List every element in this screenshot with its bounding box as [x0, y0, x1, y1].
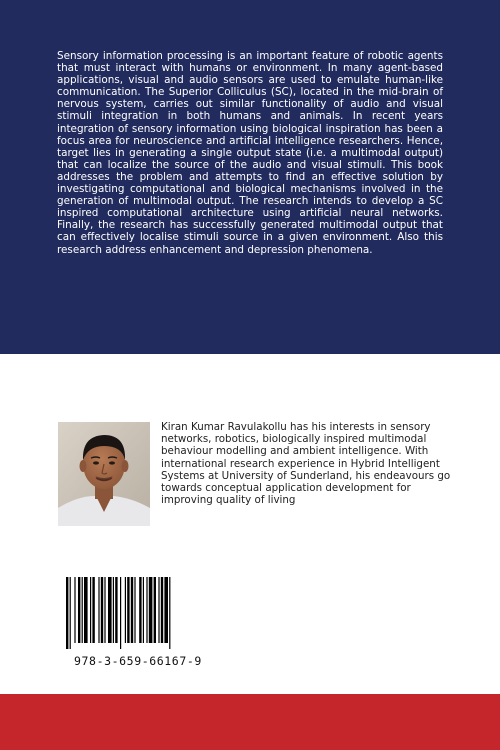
bottom-color-band	[0, 694, 500, 750]
barcode-image	[60, 577, 220, 653]
barcode-bar	[161, 577, 163, 643]
barcode-bar	[169, 577, 170, 649]
author-portrait-image	[58, 422, 150, 526]
barcode-bar	[104, 577, 105, 643]
barcode-bar	[113, 577, 114, 643]
barcode-bar	[98, 577, 99, 643]
barcode-bar	[101, 577, 103, 643]
barcode-bar	[82, 577, 83, 643]
barcode-bar	[146, 577, 147, 643]
barcode-bar	[131, 577, 133, 643]
author-photo	[58, 422, 150, 526]
back-cover-top-panel	[0, 0, 500, 354]
barcode-bar	[115, 577, 117, 643]
barcode-bar	[134, 577, 135, 643]
barcode-bar	[74, 577, 75, 643]
barcode-bar	[78, 577, 80, 643]
isbn-number: 978-3-659-66167-9	[74, 654, 202, 668]
book-blurb: Sensory information processing is an important feature of robotic agents that must interact with humans or environment. In many agent-based applications, visual and audio sensors are used to emulate human-like communication. The Superior Colliculus (SC), located in the mid-brain of nervous system, carries out similar functionality of audio and visual stimuli integration in both humans and animals. In recent years integration of sensory information using biological inspiration has been a focus area for neuroscience and artificial intelligence researchers. Hence, target lies in generating a single output state (i.e. a multimodal output) that can localize the source of the audio and visual stimuli. This book addresses the problem and attempts to find an effective solution by investigating computational and biological mechanisms involved in the generation of multimodal output. The research intends to develop a SC inspired computational architecture using artificial neural networks. Finally, the research has successfully generated multimodal output that can effectively localise stimuli source in a given environment. Also this research address enhancement and depression phenomena.	[57, 50, 443, 256]
barcode-bar	[158, 577, 159, 643]
barcode-bar	[164, 577, 168, 643]
barcode-bar	[92, 577, 94, 643]
barcode-bar	[127, 577, 129, 643]
barcode-bar	[149, 577, 153, 643]
barcode-bar	[70, 577, 71, 649]
barcode-bar	[139, 577, 141, 643]
author-bio: Kiran Kumar Ravulakollu has his interests in sensory networks, robotics, biologically inspired multimodal behaviour modelling and ambient intelligence. With international research experience in Hybrid Intelligent Systems at University of Sunderland, his endeavours go towards conceptual application development for improving quality of living	[161, 421, 451, 507]
barcode-area	[60, 565, 220, 685]
barcode-bar	[125, 577, 126, 643]
barcode-bar	[143, 577, 144, 643]
barcode-bar	[154, 577, 156, 643]
barcode-bar	[108, 577, 112, 643]
barcode-bar	[120, 577, 121, 649]
barcode-bar	[66, 577, 68, 649]
barcode-bar	[90, 577, 91, 643]
barcode-bar	[84, 577, 88, 643]
